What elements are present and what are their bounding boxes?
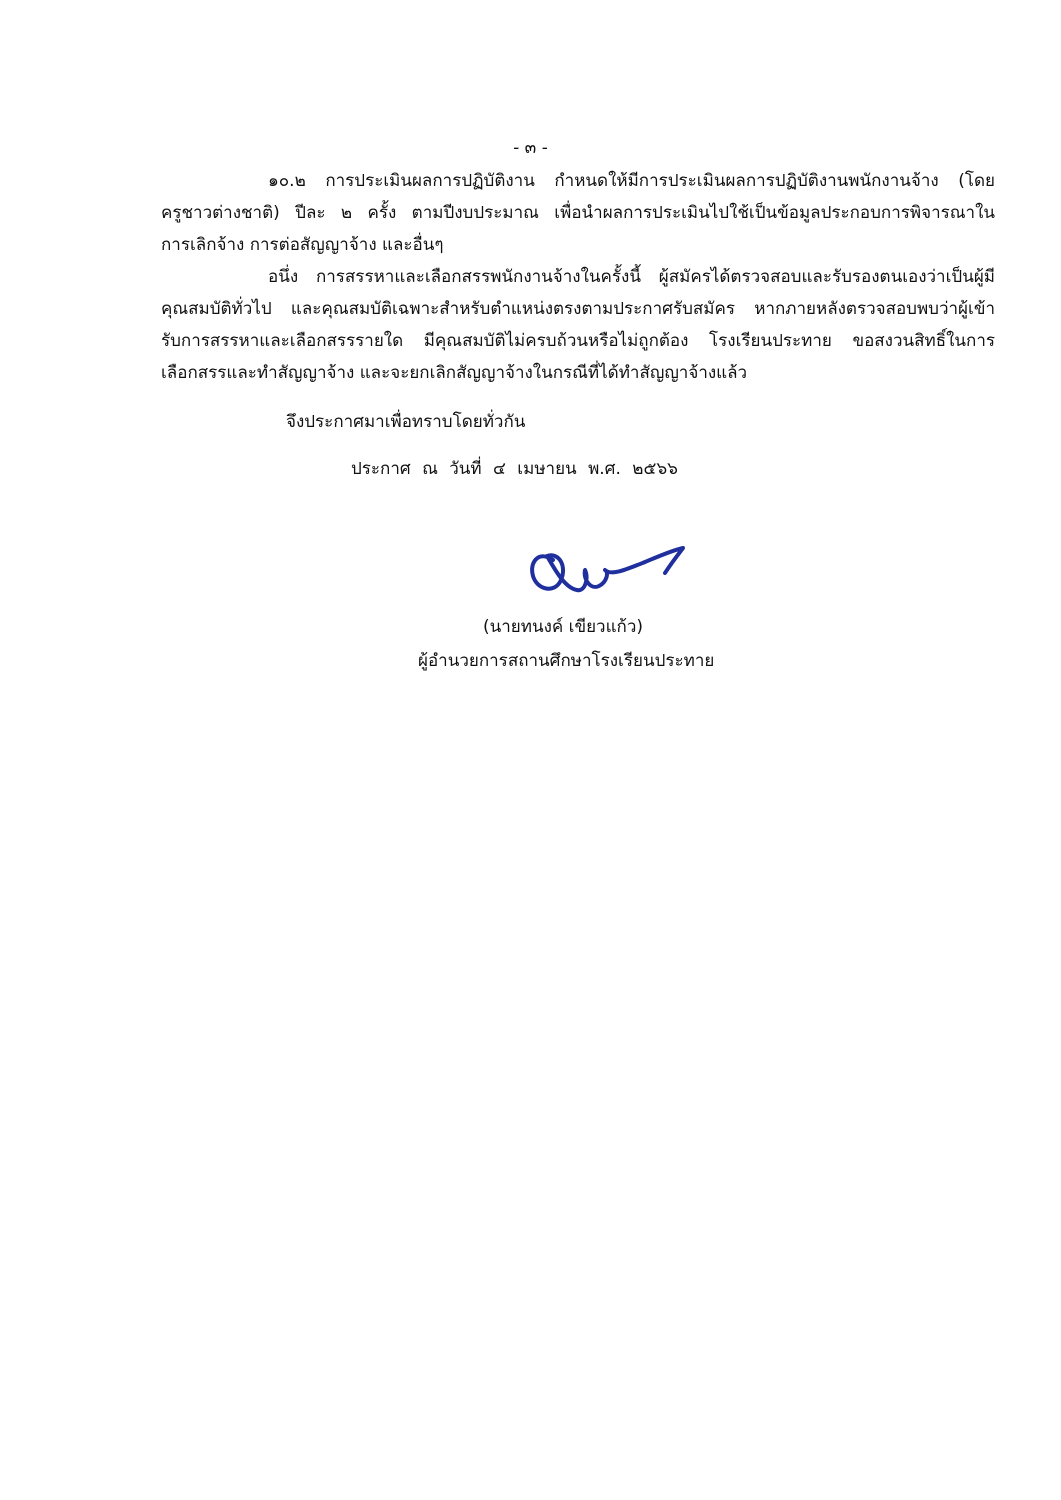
paragraph-1-line-3: การเลิกจ้าง การต่อสัญญาจ้าง และอื่นๆ [161, 235, 444, 255]
paragraph-2-line-4: เลือกสรรและทำสัญญาจ้าง และจะยกเลิกสัญญาจ้างในกรณีที่ได้ทำสัญญาจ้างแล้ว [161, 363, 748, 383]
announcement-date: ประกาศ ณ วันที่ ๔ เมษายน พ.ศ. ๒๕๖๖ [351, 459, 678, 479]
paragraph-1-line-2: ครูชาวต่างชาติ) ปีละ ๒ ครั้ง ตามปีงบประมาณ เพื่อนำผลการประเมินไปใช้เป็นข้อมูลประกอบการพิจารณาใน [161, 203, 995, 223]
paragraph-2-line-2: คุณสมบัติทั่วไป และคุณสมบัติเฉพาะสำหรับตำแหน่งตรงตามประกาศรับสมัคร หากภายหลังตรวจสอบพบว่าผู้เข้า [161, 299, 995, 319]
handwritten-signature [525, 540, 690, 612]
signer-name: (นายทนงค์ เขียวแก้ว) [483, 617, 644, 637]
paragraph-1-line-1: ๑๐.๒ การประเมินผลการปฏิบัติงาน กำหนดให้มีการประเมินผลการปฏิบัติงานพนักงานจ้าง (โดย [268, 171, 995, 191]
paragraph-2-line-1: อนึ่ง การสรรหาและเลือกสรรพนักงานจ้างในครั้งนี้ ผู้สมัครได้ตรวจสอบและรับรองตนเองว่าเป็นผู้มี [268, 267, 995, 287]
page-number: - ๓ - [513, 138, 548, 158]
closing-statement: จึงประกาศมาเพื่อทราบโดยทั่วกัน [286, 412, 526, 432]
signer-title: ผู้อำนวยการสถานศึกษาโรงเรียนประทาย [418, 651, 715, 671]
paragraph-2-line-3: รับการสรรหาและเลือกสรรรายใด มีคุณสมบัติไม่ครบถ้วนหรือไม่ถูกต้อง โรงเรียนประทาย ขอสงวนสิทธิ์ในการ [161, 331, 995, 351]
